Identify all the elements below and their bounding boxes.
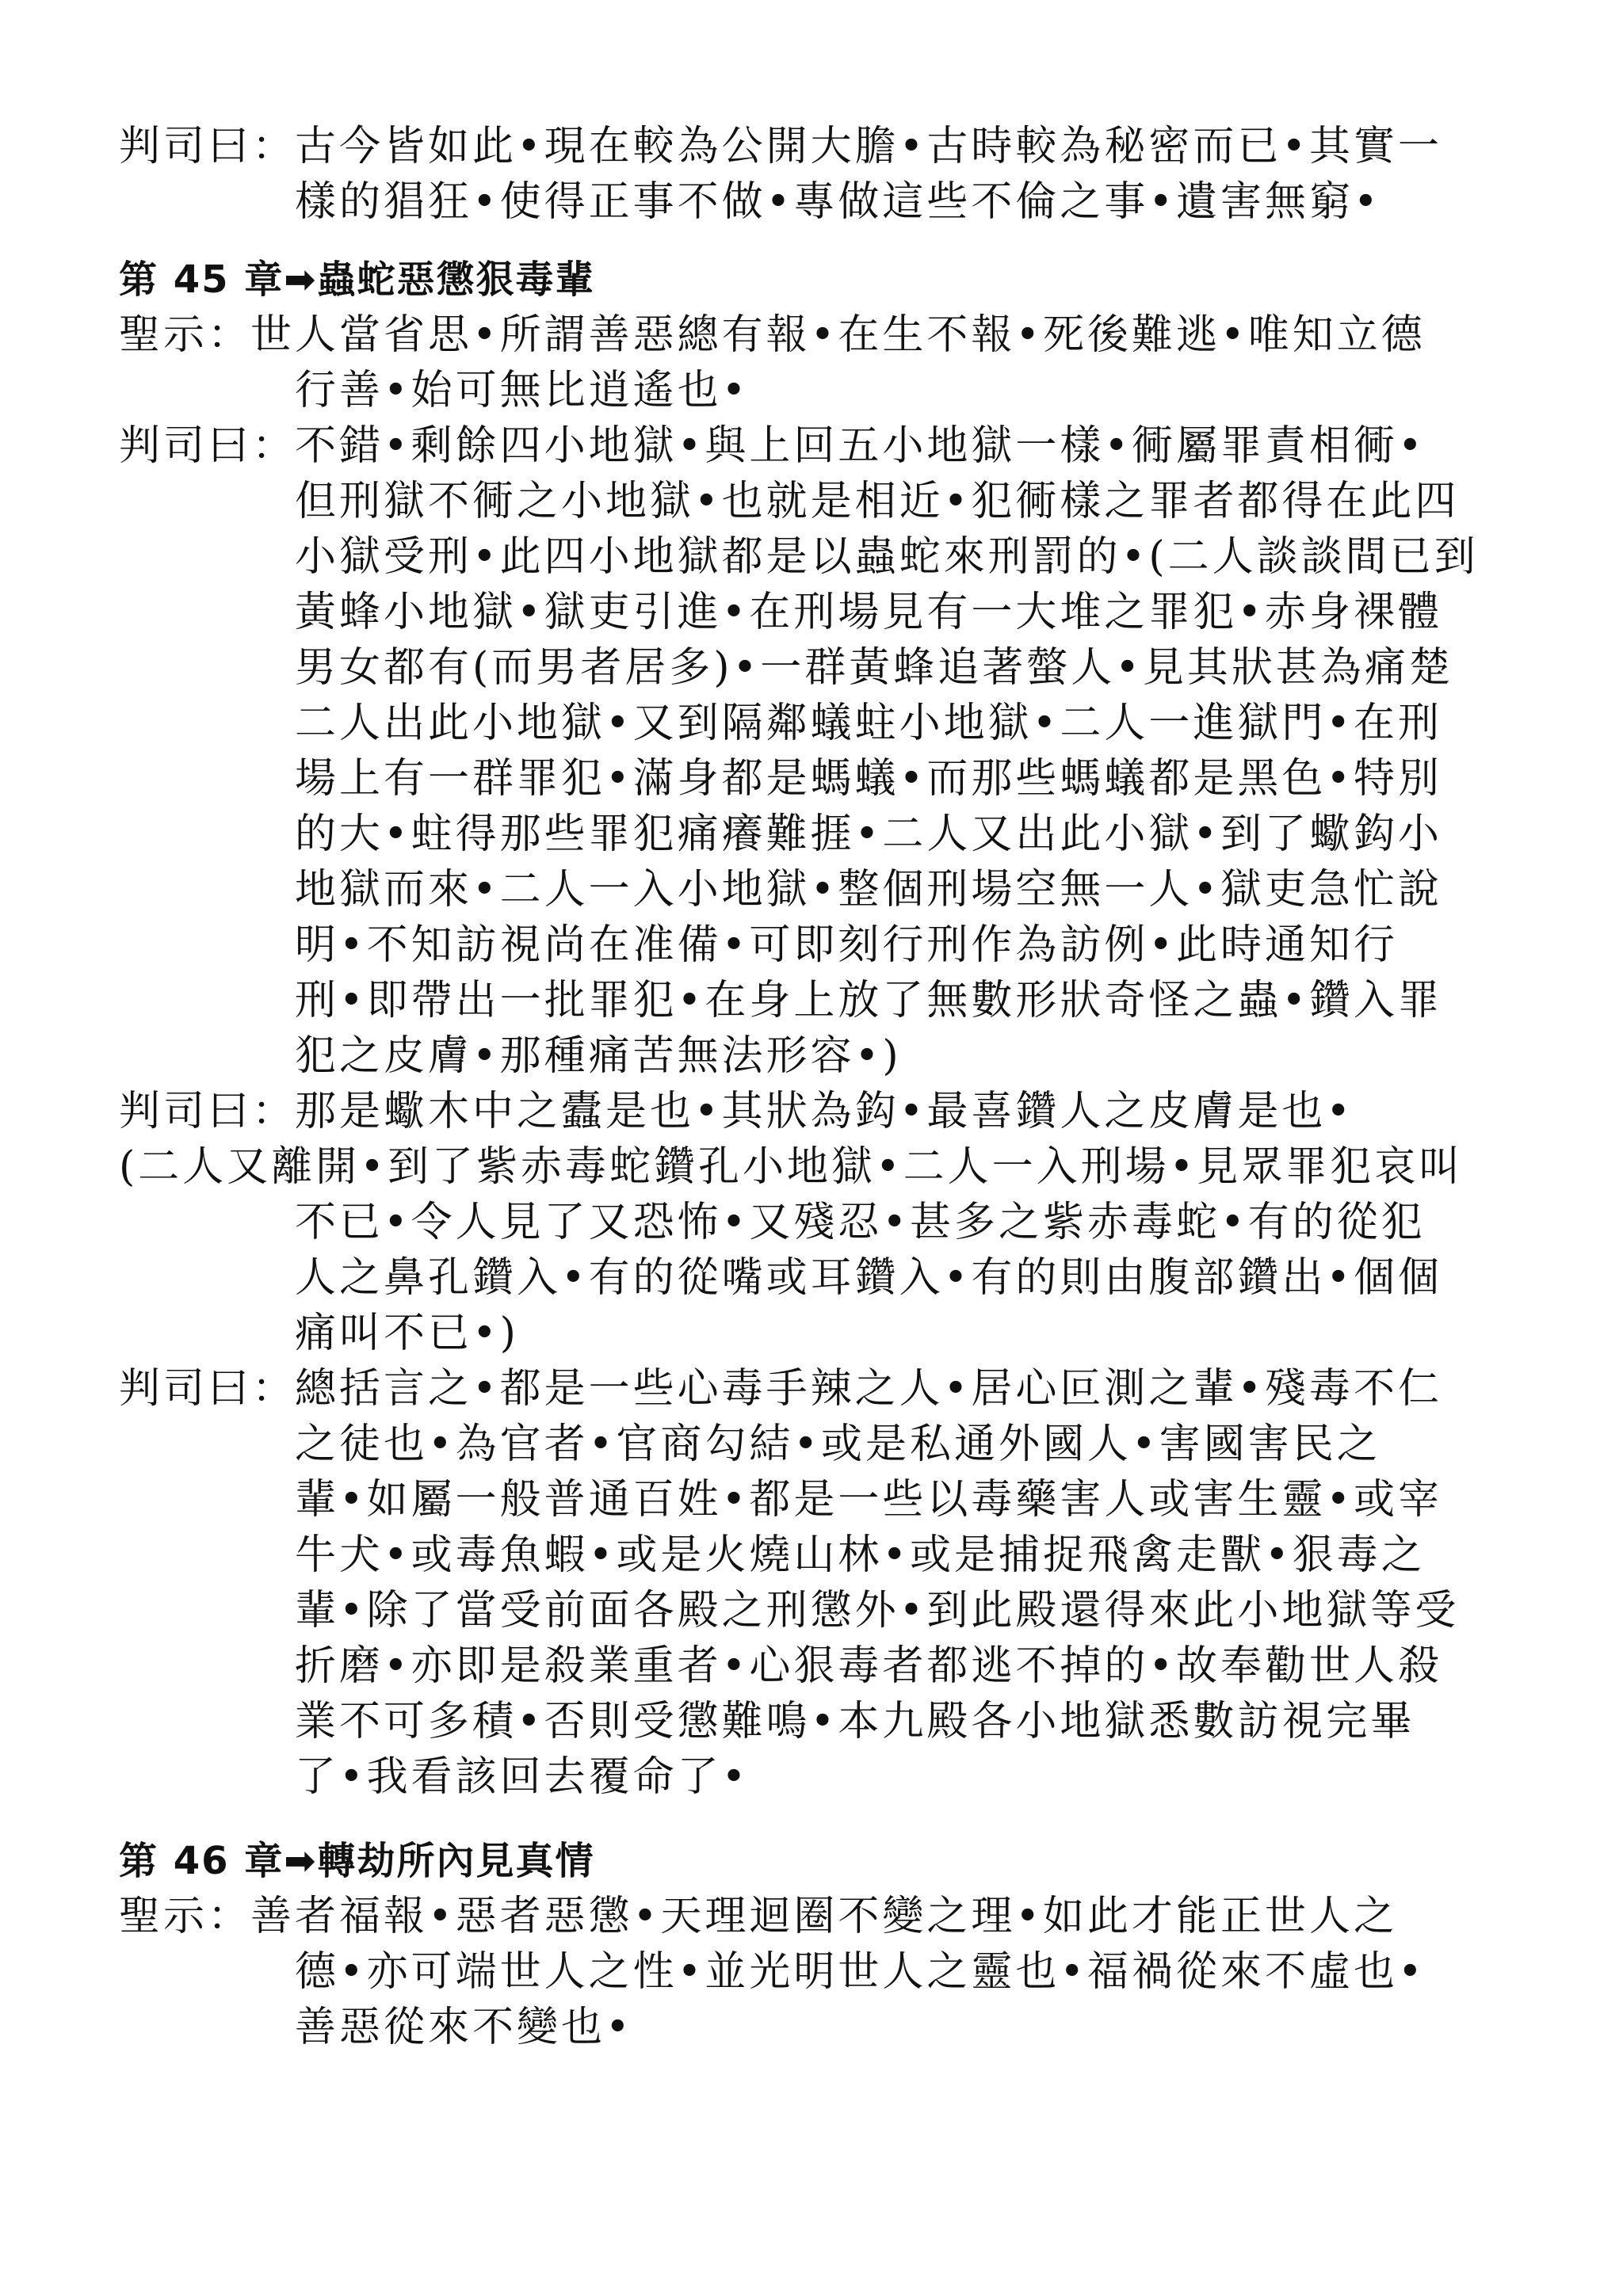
text-line: 行善•始可無比逍遙也• — [295, 367, 750, 414]
text-line: 善惡從來不變也• — [295, 2004, 633, 2051]
text-line: 人之鼻孔鑽入•有的從嘴或耳鑽入•有的則由腹部鑽出•個個 — [295, 1254, 1443, 1302]
dialogue-text — [250, 307, 1504, 418]
dialogue-text — [295, 1361, 1504, 1805]
text-line: 輩•除了當受前面各殿之刑懲外•到此殿還得來此小地獄等受 — [295, 1587, 1460, 1634]
text-line: 犯之皮膚•那種痛苦無法形容•) — [295, 1032, 902, 1080]
text-line: 場上有一群罪犯•滿身都是螞蟻•而那些螞蟻都是黑色•特別 — [295, 755, 1443, 803]
text-line: 德•亦可端世人之性•並光明世人之靈也•福禍從來不虛也• — [295, 1948, 1426, 1996]
text-line: 黃蜂小地獄•獄吏引進•在刑場見有一大堆之罪犯•赤身裸體 — [295, 589, 1443, 636]
dialogue-text — [295, 1084, 1504, 1139]
speaker-label: 判司曰： — [119, 1365, 297, 1413]
text-line: 的大•蛀得那些罪犯痛癢難捱•二人又出此小獄•到了蠍鈎小 — [295, 810, 1443, 858]
text-line: 不已•令人見了又恐怖•又殘忍•甚多之紫赤毒蛇•有的從犯 — [295, 1199, 1426, 1246]
narration-entry — [119, 1139, 1504, 1361]
dialogue-entry — [119, 307, 1504, 418]
text-line: 明•不知訪視尚在准備•可即刻行刑作為訪例•此時通知行 — [295, 921, 1399, 969]
dialogue-entry — [119, 1361, 1504, 1805]
text-line: 那是蠍木中之蠹是也•其狀為鈎•最喜鑽人之皮膚是也• — [295, 1088, 1354, 1135]
text-line: 刑•即帶出一批罪犯•在身上放了無數形狀奇怪之蟲•鑽入罪 — [295, 977, 1443, 1024]
text-line: 但刑獄不衕之小地獄•也就是相近•犯衕樣之罪者都得在此四 — [295, 478, 1460, 525]
text-line: 不錯•剩餘四小地獄•與上回五小地獄一樣•衕屬罪責相衕• — [295, 422, 1426, 470]
text-line: 之徒也•為官者•官商勾結•或是私通外國人•害國害民之 — [295, 1421, 1381, 1468]
text-line: 小獄受刑•此四小地獄都是以蟲蛇來刑罰的•(二人談談間已到 — [295, 533, 1479, 581]
text-line: 牛犬•或毒魚蝦•或是火燒山林•或是捕捉飛禽走獸•狠毒之 — [295, 1531, 1426, 1579]
text-line: (二人又離開•到了紫赤毒蛇鑽孔小地獄•二人一入刑場•見眾罪犯哀叫 — [119, 1143, 1464, 1191]
dialogue-text — [295, 418, 1504, 1084]
text-line: 業不可多積•否則受懲難鳴•本九殿各小地獄悉數訪視完畢 — [295, 1698, 1415, 1745]
text-line: 折磨•亦即是殺業重者•心狠毒者都逃不掉的•故奉勸世人殺 — [295, 1642, 1443, 1690]
speaker-label: 聖示： — [119, 1893, 253, 1940]
dialogue-text — [250, 1889, 1504, 2055]
text-line: 古今皆如此•現在較為公開大膽•古時較為秘密而已•其實一 — [295, 123, 1443, 170]
dialogue-text — [295, 119, 1504, 230]
text-line: 痛叫不已•) — [295, 1310, 519, 1357]
text-line: 二人出此小地獄•又到隔鄰蟻蛀小地獄•二人一進獄門•在刑 — [295, 700, 1443, 747]
text-line: 了•我看該回去覆命了• — [295, 1753, 750, 1801]
text-line: 地獄而來•二人一入小地獄•整個刑場空無一人•獄吏急忙說 — [295, 866, 1443, 913]
text-line: 輩•如屬一般普通百姓•都是一些以毒藥害人或害生靈•或宰 — [295, 1476, 1443, 1524]
text-line: 樣的猖狂•使得正事不做•專做這些不倫之事•遺害無窮• — [295, 178, 1381, 226]
dialogue-entry — [119, 1084, 1504, 1139]
text-line: 世人當省思•所謂善惡總有報•在生不報•死後難逃•唯知立德 — [250, 311, 1426, 359]
text-line: 總括言之•都是一些心毒手辣之人•居心叵測之輩•殘毒不仁 — [295, 1365, 1443, 1413]
dialogue-entry — [119, 418, 1504, 1084]
speaker-label: 判司曰： — [119, 123, 297, 170]
speaker-label: 判司曰： — [119, 1088, 297, 1135]
text-line: 善者福報•惡者惡懲•天理迴圈不變之理•如此才能正世人之 — [250, 1893, 1399, 1940]
speaker-label: 判司曰： — [119, 422, 297, 470]
text-line: 男女都有(而男者居多)•一群黃蜂追著螫人•見其狀甚為痛楚 — [295, 644, 1453, 692]
dialogue-entry — [119, 119, 1504, 230]
chapter-heading: 第 45 章➡蟲蛇惡懲狠毒輩 — [119, 257, 595, 302]
speaker-label: 聖示： — [119, 311, 253, 359]
dialogue-entry — [119, 1889, 1504, 2055]
chapter-heading: 第 46 章➡轉劫所內見真情 — [119, 1839, 595, 1883]
